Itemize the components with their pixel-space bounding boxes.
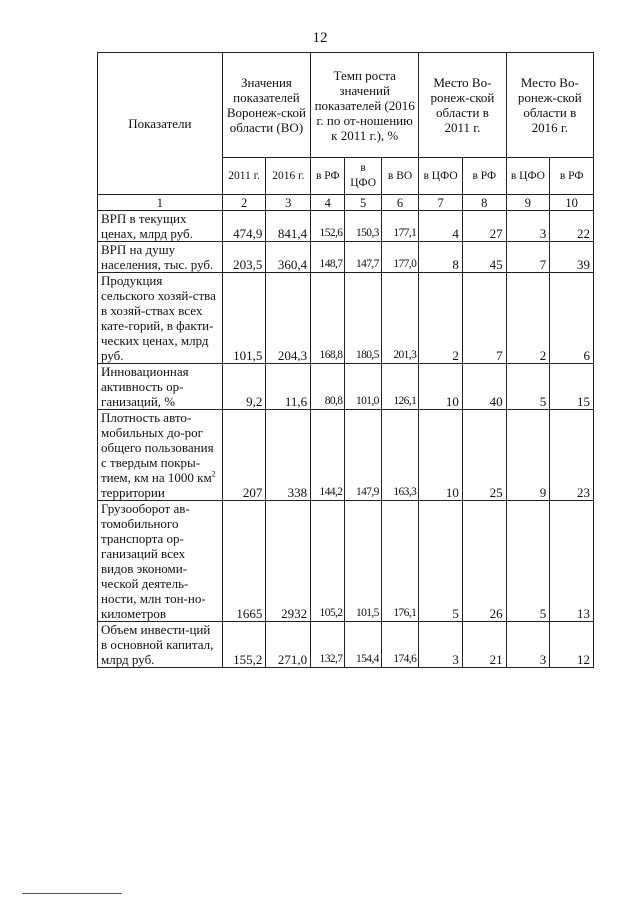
cell-value: 3 bbox=[419, 622, 463, 668]
header-place-2011-group: Место Во-ронеж-ской области в 2011 г. bbox=[419, 53, 506, 158]
cell-value: 105,2 bbox=[311, 501, 345, 622]
header-sub-place2011-cfo: в ЦФО bbox=[419, 158, 463, 195]
cell-value: 39 bbox=[550, 242, 594, 273]
col-number: 5 bbox=[345, 195, 381, 211]
cell-value: 155,2 bbox=[222, 622, 266, 668]
cell-value: 132,7 bbox=[311, 622, 345, 668]
cell-value: 4 bbox=[419, 211, 463, 242]
header-place-2016-group: Место Во-ронеж-ской области в 2016 г. bbox=[506, 53, 593, 158]
indicators-table bbox=[97, 52, 594, 668]
cell-value: 7 bbox=[506, 242, 550, 273]
col-number: 7 bbox=[419, 195, 463, 211]
cell-value: 2932 bbox=[266, 501, 311, 622]
row-label: ВРП в текущих ценах, млрд руб. bbox=[98, 211, 223, 242]
column-numbers-row bbox=[98, 195, 594, 211]
cell-value: 22 bbox=[550, 211, 594, 242]
col-number: 2 bbox=[222, 195, 266, 211]
cell-value: 271,0 bbox=[266, 622, 311, 668]
header-growth-group: Темп роста значений показателей (2016 г. по от-ношению к 2011 г.), % bbox=[311, 53, 419, 158]
cell-value: 201,3 bbox=[381, 273, 418, 364]
cell-value: 147,9 bbox=[345, 410, 381, 501]
cell-value: 101,0 bbox=[345, 364, 381, 410]
header-sub-2016: 2016 г. bbox=[266, 158, 311, 195]
cell-value: 3 bbox=[506, 211, 550, 242]
cell-value: 80,8 bbox=[311, 364, 345, 410]
header-values-group: Значения показателей Воронеж-ской области (ВО) bbox=[222, 53, 310, 158]
cell-value: 207 bbox=[222, 410, 266, 501]
cell-value: 12 bbox=[550, 622, 594, 668]
row-label-text: Плотность авто-мобильных до-рог общего пользования с твердым покры-тием, км на 1000 км bbox=[101, 410, 214, 485]
header-sub-place2011-rf: в РФ bbox=[462, 158, 506, 195]
row-label: Продукция сельского хозяй-ства в хозяй-ствах всех кате-горий, в факти-ческих ценах, млрд руб. bbox=[98, 273, 223, 364]
cell-value: 360,4 bbox=[266, 242, 311, 273]
cell-value: 1665 bbox=[222, 501, 266, 622]
cell-value: 176,1 bbox=[381, 501, 418, 622]
cell-value: 3 bbox=[506, 622, 550, 668]
cell-value: 154,4 bbox=[345, 622, 381, 668]
cell-value: 150,3 bbox=[345, 211, 381, 242]
cell-value: 9,2 bbox=[222, 364, 266, 410]
cell-value: 8 bbox=[419, 242, 463, 273]
cell-value: 126,1 bbox=[381, 364, 418, 410]
cell-value: 177,0 bbox=[381, 242, 418, 273]
header-sub-2011: 2011 г. bbox=[222, 158, 266, 195]
cell-value: 177,1 bbox=[381, 211, 418, 242]
row-label-tail: территории bbox=[101, 485, 165, 500]
cell-value: 2 bbox=[419, 273, 463, 364]
cell-value: 101,5 bbox=[222, 273, 266, 364]
row-label: Грузооборот ав-томобильного транспорта ор-ганизаций всех видов экономи-ческой деятель-ности, млн тон-но-километров bbox=[98, 501, 223, 622]
cell-value: 5 bbox=[506, 501, 550, 622]
cell-value: 5 bbox=[419, 501, 463, 622]
cell-value: 144,2 bbox=[311, 410, 345, 501]
cell-value: 10 bbox=[419, 364, 463, 410]
header-sub-growth-rf: в РФ bbox=[311, 158, 345, 195]
cell-value: 338 bbox=[266, 410, 311, 501]
cell-value: 147,7 bbox=[345, 242, 381, 273]
cell-value: 148,7 bbox=[311, 242, 345, 273]
cell-value: 5 bbox=[506, 364, 550, 410]
table-row bbox=[98, 242, 594, 273]
cell-value: 15 bbox=[550, 364, 594, 410]
cell-value: 841,4 bbox=[266, 211, 311, 242]
cell-value: 2 bbox=[506, 273, 550, 364]
table-row bbox=[98, 622, 594, 668]
table-row bbox=[98, 364, 594, 410]
header-indicators: Показатели bbox=[98, 53, 223, 195]
row-label: Объем инвести-ций в основной капитал, млрд руб. bbox=[98, 622, 223, 668]
cell-value: 152,6 bbox=[311, 211, 345, 242]
col-number: 4 bbox=[311, 195, 345, 211]
table-row bbox=[98, 273, 594, 364]
cell-value: 101,5 bbox=[345, 501, 381, 622]
cell-value: 9 bbox=[506, 410, 550, 501]
cell-value: 26 bbox=[462, 501, 506, 622]
cell-value: 10 bbox=[419, 410, 463, 501]
cell-value: 21 bbox=[462, 622, 506, 668]
cell-value: 11,6 bbox=[266, 364, 311, 410]
header-sub-place2016-rf: в РФ bbox=[550, 158, 594, 195]
col-number: 10 bbox=[550, 195, 594, 211]
col-number: 1 bbox=[98, 195, 223, 211]
cell-value: 174,6 bbox=[381, 622, 418, 668]
cell-value: 40 bbox=[462, 364, 506, 410]
cell-value: 25 bbox=[462, 410, 506, 501]
cell-value: 163,3 bbox=[381, 410, 418, 501]
cell-value: 204,3 bbox=[266, 273, 311, 364]
header-sub-growth-cfo: в ЦФО bbox=[345, 158, 381, 195]
footnote-separator bbox=[22, 893, 122, 894]
row-label bbox=[98, 410, 223, 501]
col-number: 6 bbox=[381, 195, 418, 211]
cell-value: 45 bbox=[462, 242, 506, 273]
col-number: 3 bbox=[266, 195, 311, 211]
cell-value: 6 bbox=[550, 273, 594, 364]
header-sub-place2016-cfo: в ЦФО bbox=[506, 158, 550, 195]
cell-value: 13 bbox=[550, 501, 594, 622]
table-row bbox=[98, 211, 594, 242]
table-row bbox=[98, 410, 594, 501]
row-label: Инновационная активность ор-ганизаций, % bbox=[98, 364, 223, 410]
col-number: 8 bbox=[462, 195, 506, 211]
col-number: 9 bbox=[506, 195, 550, 211]
cell-value: 7 bbox=[462, 273, 506, 364]
superscript-2: 2 bbox=[211, 469, 216, 479]
cell-value: 180,5 bbox=[345, 273, 381, 364]
cell-value: 23 bbox=[550, 410, 594, 501]
page-number: 12 bbox=[312, 30, 328, 46]
cell-value: 27 bbox=[462, 211, 506, 242]
header-sub-growth-vo: в ВО bbox=[381, 158, 418, 195]
table-row bbox=[98, 501, 594, 622]
cell-value: 474,9 bbox=[222, 211, 266, 242]
row-label: ВРП на душу населения, тыс. руб. bbox=[98, 242, 223, 273]
cell-value: 168,8 bbox=[311, 273, 345, 364]
cell-value: 203,5 bbox=[222, 242, 266, 273]
